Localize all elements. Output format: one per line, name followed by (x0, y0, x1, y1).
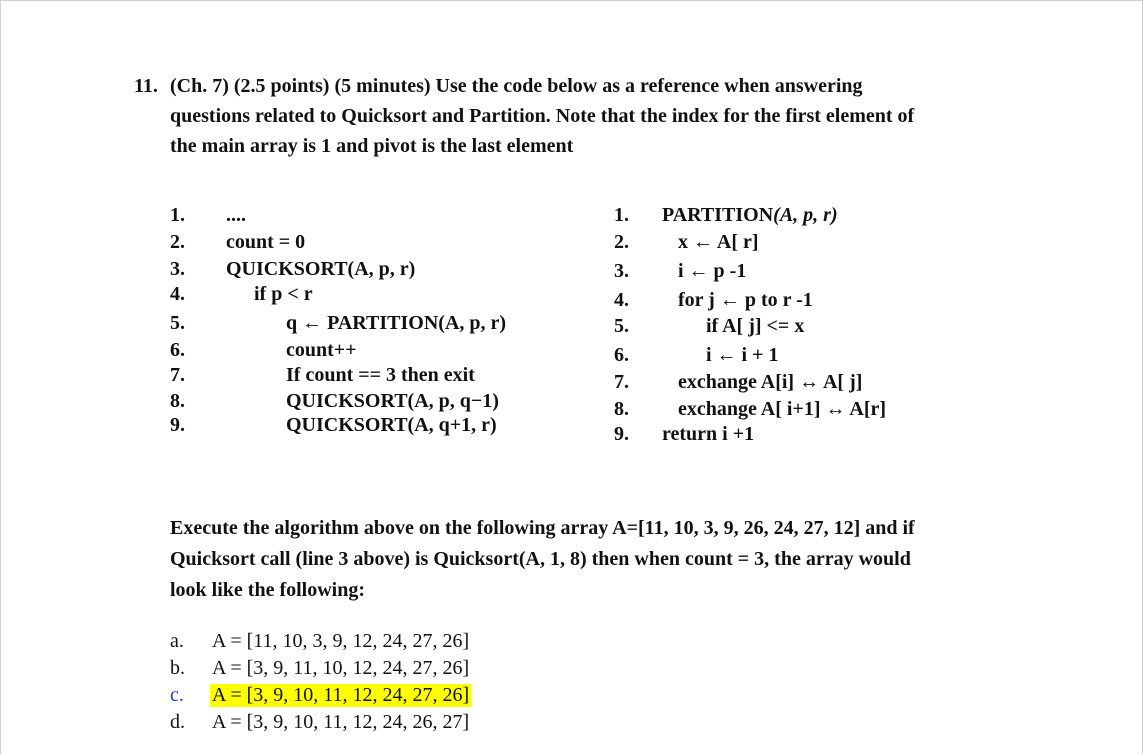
option-letter: c. (170, 684, 184, 706)
partition-name: PARTITION (662, 204, 774, 226)
code-text: i ← p -1 (678, 260, 747, 282)
code-text: QUICKSORT(A, p, r) (226, 258, 416, 280)
line-number: 5. (614, 315, 629, 337)
question-line-2: questions related to Quicksort and Partition. Note that the index for the first element of (170, 105, 915, 127)
option-value: A = [3, 9, 10, 11, 12, 24, 26, 27] (212, 711, 470, 733)
line-number: 1. (170, 204, 185, 226)
line-number: 9. (614, 423, 629, 445)
option-letter: a. (170, 630, 184, 652)
line-number: 7. (170, 364, 185, 386)
execute-line-2: Quicksort call (line 3 above) is Quicksort(A, 1, 8) then when count = 3, the array would (170, 548, 911, 570)
code-text: QUICKSORT(A, p, q−1) (286, 390, 499, 412)
code-text: x ← A[ r] (678, 231, 759, 253)
execute-line-3: look like the following: (170, 579, 366, 601)
code-text: i ← i + 1 (706, 344, 779, 366)
partition-args: (A, p, r) (773, 204, 838, 226)
line-number: 9. (170, 414, 185, 436)
option-value: A = [3, 9, 11, 10, 12, 24, 27, 26] (212, 657, 470, 679)
code-text: for j ← p to r -1 (678, 289, 813, 311)
line-number: 3. (170, 258, 185, 280)
code-text (662, 204, 838, 227)
execute-instructions (170, 513, 1030, 606)
code-text: If count == 3 then exit (286, 364, 475, 386)
line-number: 5. (170, 312, 185, 334)
option-letter: b. (170, 657, 185, 679)
code-text: q ← PARTITION(A, p, r) (286, 312, 507, 334)
line-number: 1. (614, 204, 629, 226)
code-text: if A[ j] <= x (706, 315, 805, 337)
line-number: 2. (614, 231, 629, 253)
line-number: 6. (614, 344, 629, 366)
option-value: A = [11, 10, 3, 9, 12, 24, 27, 26] (212, 630, 470, 652)
execute-line-1: Execute the algorithm above on the following array A=[11, 10, 3, 9, 26, 24, 27, 12] and if (170, 517, 915, 539)
option-value: A = [3, 9, 10, 11, 12, 24, 27, 26] (212, 684, 470, 706)
code-text: exchange A[ i+1] ↔ A[r] (678, 398, 887, 420)
line-number: 7. (614, 371, 629, 393)
question-line-3: the main array is 1 and pivot is the last element (170, 135, 574, 157)
code-text: count = 0 (226, 231, 306, 253)
code-text: QUICKSORT(A, q+1, r) (286, 414, 497, 436)
line-number: 2. (170, 231, 185, 253)
line-number: 4. (170, 283, 185, 305)
code-text: return i +1 (662, 423, 755, 445)
code-text: if p < r (254, 283, 313, 305)
line-number: 8. (170, 390, 185, 412)
line-number: 8. (614, 398, 629, 420)
code-text: .... (226, 204, 246, 226)
question-number: 11. (134, 75, 158, 97)
question-line-1: (Ch. 7) (2.5 points) (5 minutes) Use the code below as a reference when answering (170, 75, 863, 97)
quicksort-code-block (170, 204, 570, 444)
partition-code-block (614, 204, 944, 454)
option-letter: d. (170, 711, 185, 733)
code-text: count++ (286, 339, 357, 361)
line-number: 6. (170, 339, 185, 361)
code-text: exchange A[i] ↔ A[ j] (678, 371, 863, 393)
line-number: 4. (614, 289, 629, 311)
question-text (134, 71, 1034, 161)
line-number: 3. (614, 260, 629, 282)
